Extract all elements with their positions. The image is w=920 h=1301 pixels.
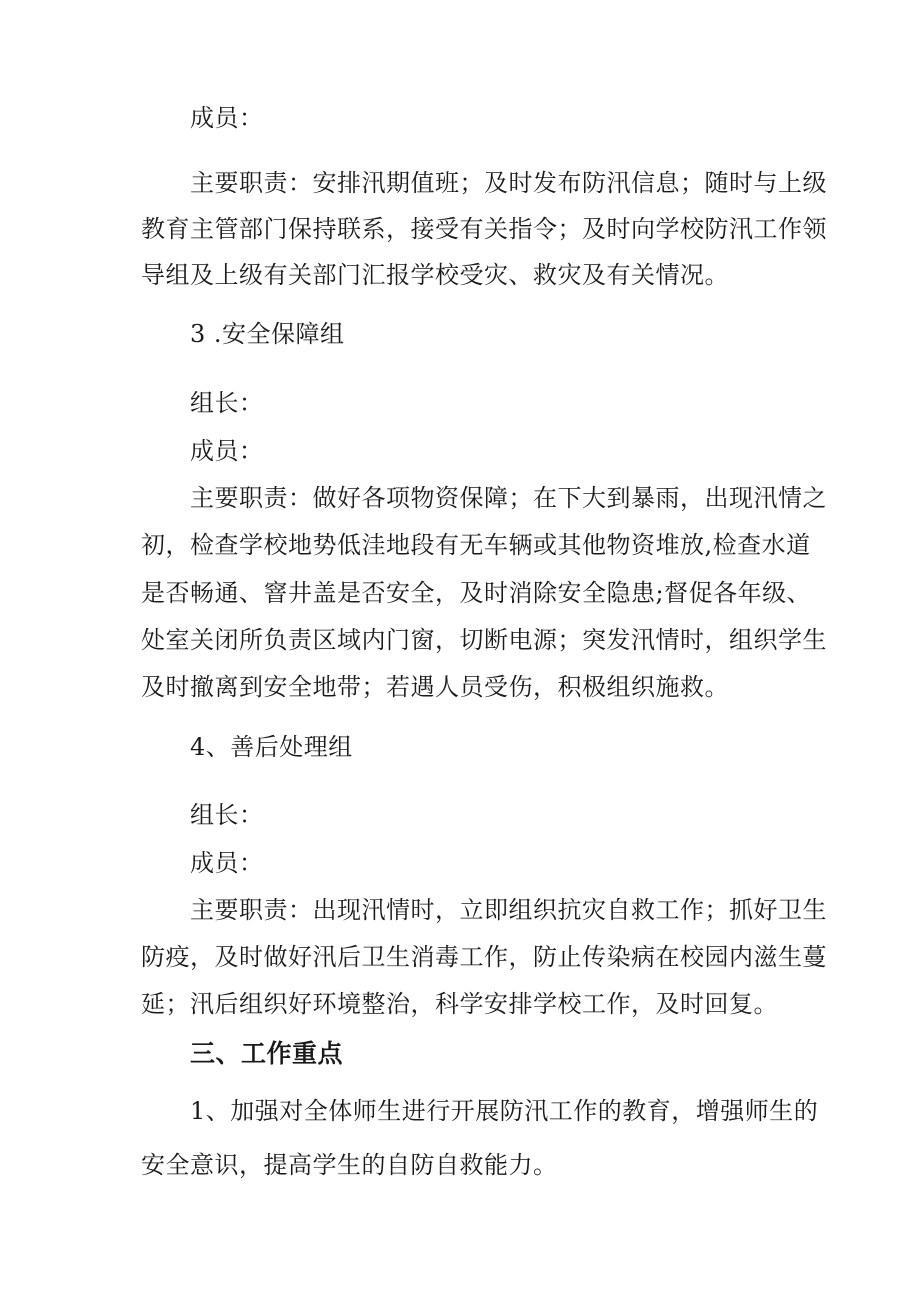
- group3-leader-label: 组长：: [190, 389, 264, 417]
- group3-duties-line-3: 是否畅通、窨井盖是否安全，及时消除安全隐患;督促各年级、: [141, 579, 812, 607]
- group4-leader-label: 组长：: [190, 801, 264, 829]
- group2-duties-line-1: 主要职责：安排汛期值班；及时发布防汛信息；随时与上级: [190, 169, 827, 197]
- section3-item1-line-1: 1、加强对全体师生进行开展防汛工作的教育，增强师生的: [190, 1097, 819, 1125]
- group2-duties-line-2: 教育主管部门保持联系，接受有关指令；及时向学校防汛工作领: [141, 215, 827, 243]
- section3-item1-line-2: 安全意识，提高学生的自防自救能力。: [141, 1151, 558, 1179]
- section3-heading: 三、工作重点: [190, 1039, 344, 1068]
- group3-duties-line-1: 主要职责：做好各项物资保障；在下大到暴雨，出现汛情之: [190, 484, 827, 512]
- group2-member-label: 成员：: [190, 104, 264, 132]
- group3-title: 3 .安全保障组: [190, 320, 345, 348]
- group3-duties-line-5: 及时撤离到安全地带；若遇人员受伤，积极组织施救。: [141, 673, 729, 701]
- group3-member-label: 成员：: [190, 437, 264, 465]
- group4-member-label: 成员：: [190, 849, 264, 877]
- group3-duties-line-4: 处室关闭所负责区域内门窗，切断电源；突发汛情时，组织学生: [141, 626, 827, 654]
- group4-title: 4、善后处理组: [190, 733, 353, 761]
- group3-duties-line-2: 初，检查学校地势低洼地段有无车辆或其他物资堆放,检查水道: [141, 531, 811, 559]
- group4-duties-line-2: 防疫，及时做好汛后卫生消毒工作，防止传染病在校园内滋生蔓: [141, 943, 827, 971]
- group4-duties-line-3: 延；汛后组织好环境整治，科学安排学校工作，及时回复。: [141, 990, 778, 1018]
- group2-duties-line-3: 导组及上级有关部门汇报学校受灾、救灾及有关情况。: [141, 261, 729, 289]
- group4-duties-line-1: 主要职责：出现汛情时，立即组织抗灾自救工作；抓好卫生: [190, 896, 827, 924]
